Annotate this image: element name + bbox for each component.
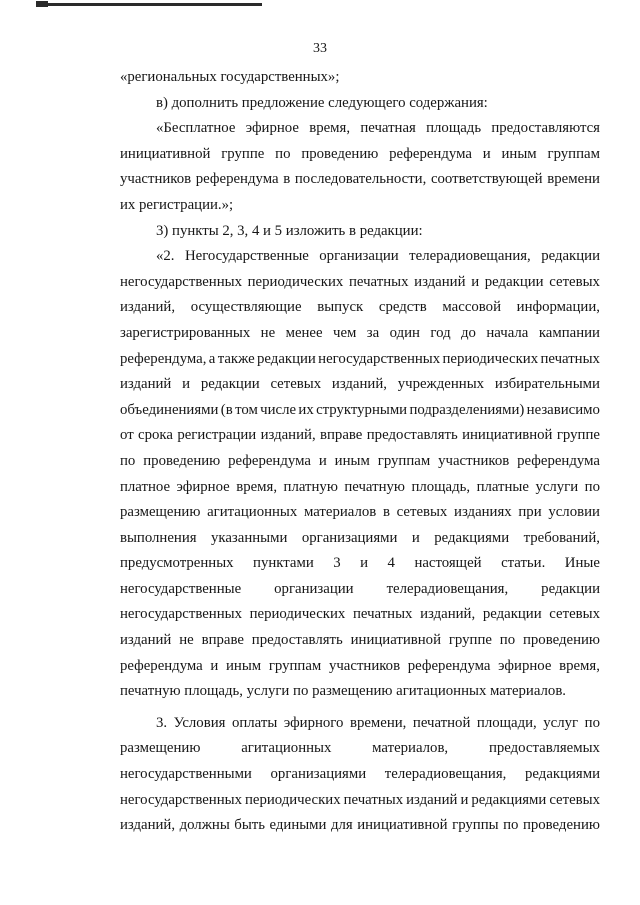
text-line: негосударственные организации телерадиовещания, редакции	[120, 580, 600, 597]
text-line: «региональных государственных»;	[120, 69, 340, 85]
text-line: размещению агитационных материалов, предоставляемых	[120, 740, 600, 757]
document-body	[120, 65, 600, 839]
text-line: «Бесплатное эфирное время, печатная площадь предоставляются	[156, 120, 600, 137]
text-line: референдума, а также редакции негосударственных периодических печатных	[120, 350, 600, 367]
page-number: 33	[313, 41, 327, 56]
text-line: размещению агитационных материалов в сетевых изданиях при условии	[120, 504, 600, 521]
scan-edge-mark-tail	[36, 1, 48, 7]
text-line: изданий и редакции сетевых изданий, учрежденных избирательными	[120, 376, 600, 393]
text-line: от срока регистрации изданий, вправе предоставлять инициативной группе	[120, 427, 600, 444]
text-line: по проведению референдума и иным группам участников референдума	[120, 452, 600, 469]
text-line: в) дополнить предложение следующего содержания:	[156, 94, 488, 111]
text-line: печатную площадь, услуги по размещению агитационных материалов.	[120, 683, 567, 700]
text-line: зарегистрированных не менее чем за один год до начала кампании	[120, 324, 600, 341]
text-line: негосударственных периодических печатных изданий и редакции сетевых	[120, 273, 600, 290]
text-line: объединениями (в том числе их структурными подразделениями) независимо	[120, 401, 600, 418]
text-line: выполнения указанными организациями и редакциями требований,	[120, 529, 600, 546]
text-line: участников референдума в последовательности, соответствующей времени	[120, 171, 600, 188]
text-line: 3) пункты 2, 3, 4 и 5 изложить в редакции:	[156, 222, 423, 239]
text-line: негосударственных периодических печатных изданий, редакции сетевых	[120, 606, 600, 623]
scan-edge-mark	[36, 3, 262, 6]
text-line: негосударственными организациями телерадиовещания, редакциями	[120, 766, 600, 783]
text-line: 3. Условия оплаты эфирного времени, печатной площади, услуг по	[156, 714, 600, 731]
text-line: «2. Негосударственные организации телерадиовещания, редакции	[156, 248, 600, 265]
text-line: изданий не вправе предоставлять инициативной группе по проведению	[120, 632, 600, 649]
text-line: предусмотренных пунктами 3 и 4 настоящей статьи. Иные	[120, 555, 600, 572]
text-line: негосударственных периодических печатных изданий и редакциями сетевых	[120, 791, 600, 808]
text-line: референдума и иным группам участников референдума эфирное время,	[120, 657, 600, 674]
text-line: платное эфирное время, платную печатную площадь, платные услуги по	[120, 478, 600, 495]
text-line: изданий, осуществляющие выпуск средств массовой информации,	[120, 299, 600, 316]
text-line: изданий, должны быть едиными для инициативной группы по проведению	[120, 817, 600, 834]
text-line: инициативной группе по проведению референдума и иным группам	[120, 145, 600, 162]
text-line: их регистрации.»;	[120, 196, 234, 213]
